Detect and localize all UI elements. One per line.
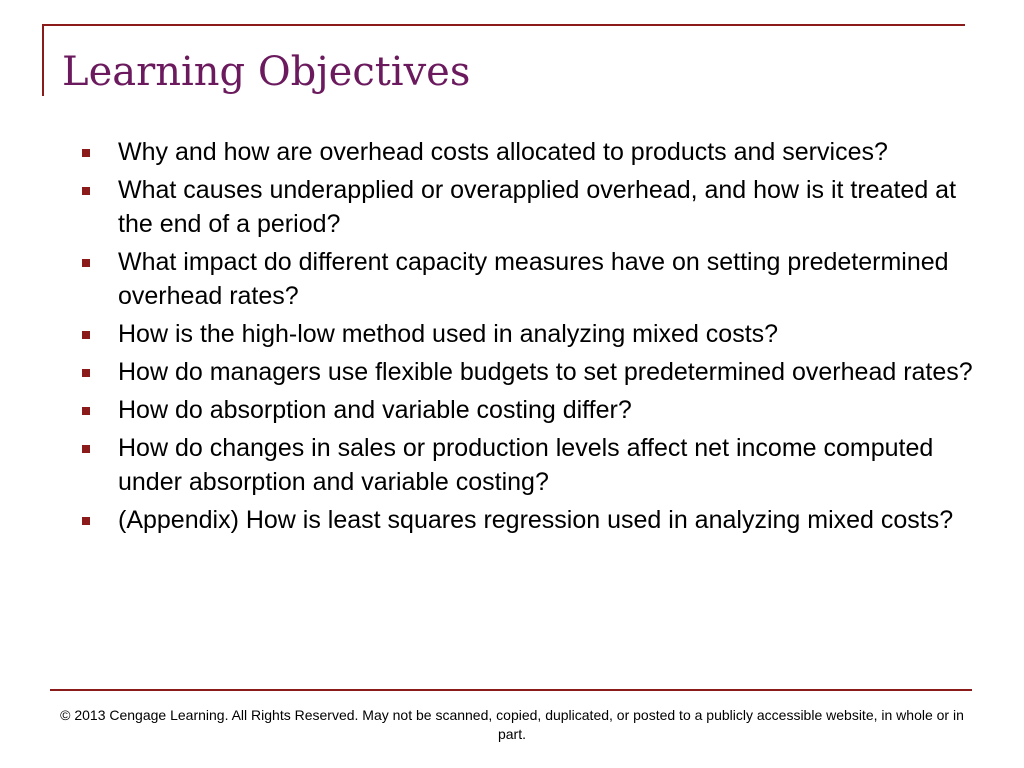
objective-text: How is the high-low method used in analyzing mixed costs? — [118, 320, 779, 348]
objective-item — [76, 135, 986, 169]
square-bullet-icon — [82, 259, 90, 267]
square-bullet-icon — [82, 187, 90, 195]
objective-text: What causes underapplied or overapplied overhead, and how is it treated at the end of a period? — [118, 176, 957, 238]
square-bullet-icon — [82, 331, 90, 339]
copyright-notice: © 2013 Cengage Learning. All Rights Reserved. May not be scanned, copied, duplicated, or posted to a publicly accessible website, in whole or in part. — [60, 707, 964, 742]
objective-text: How do managers use flexible budgets to set predetermined overhead rates? — [118, 358, 973, 386]
objective-item — [76, 173, 986, 241]
objectives-list — [76, 135, 986, 541]
slide-title: Learning Objectives — [62, 49, 471, 95]
objective-item — [76, 245, 986, 313]
objective-text: Why and how are overhead costs allocated to products and services? — [118, 138, 888, 166]
objective-item — [76, 503, 986, 537]
footer-divider — [50, 689, 972, 691]
left-accent-line — [42, 24, 44, 96]
square-bullet-icon — [82, 369, 90, 377]
objective-text: How do changes in sales or production levels affect net income computed under absorption and variable costing? — [118, 434, 934, 496]
objective-text: How do absorption and variable costing differ? — [118, 396, 632, 424]
square-bullet-icon — [82, 445, 90, 453]
objective-item — [76, 393, 986, 427]
square-bullet-icon — [82, 407, 90, 415]
top-accent-line — [42, 24, 965, 26]
square-bullet-icon — [82, 149, 90, 157]
objective-item — [76, 431, 986, 499]
objective-text: (Appendix) How is least squares regression used in analyzing mixed costs? — [118, 506, 954, 534]
objective-item — [76, 355, 986, 389]
square-bullet-icon — [82, 517, 90, 525]
objective-item — [76, 317, 986, 351]
objective-text: What impact do different capacity measures have on setting predetermined overhead rates? — [118, 248, 949, 310]
